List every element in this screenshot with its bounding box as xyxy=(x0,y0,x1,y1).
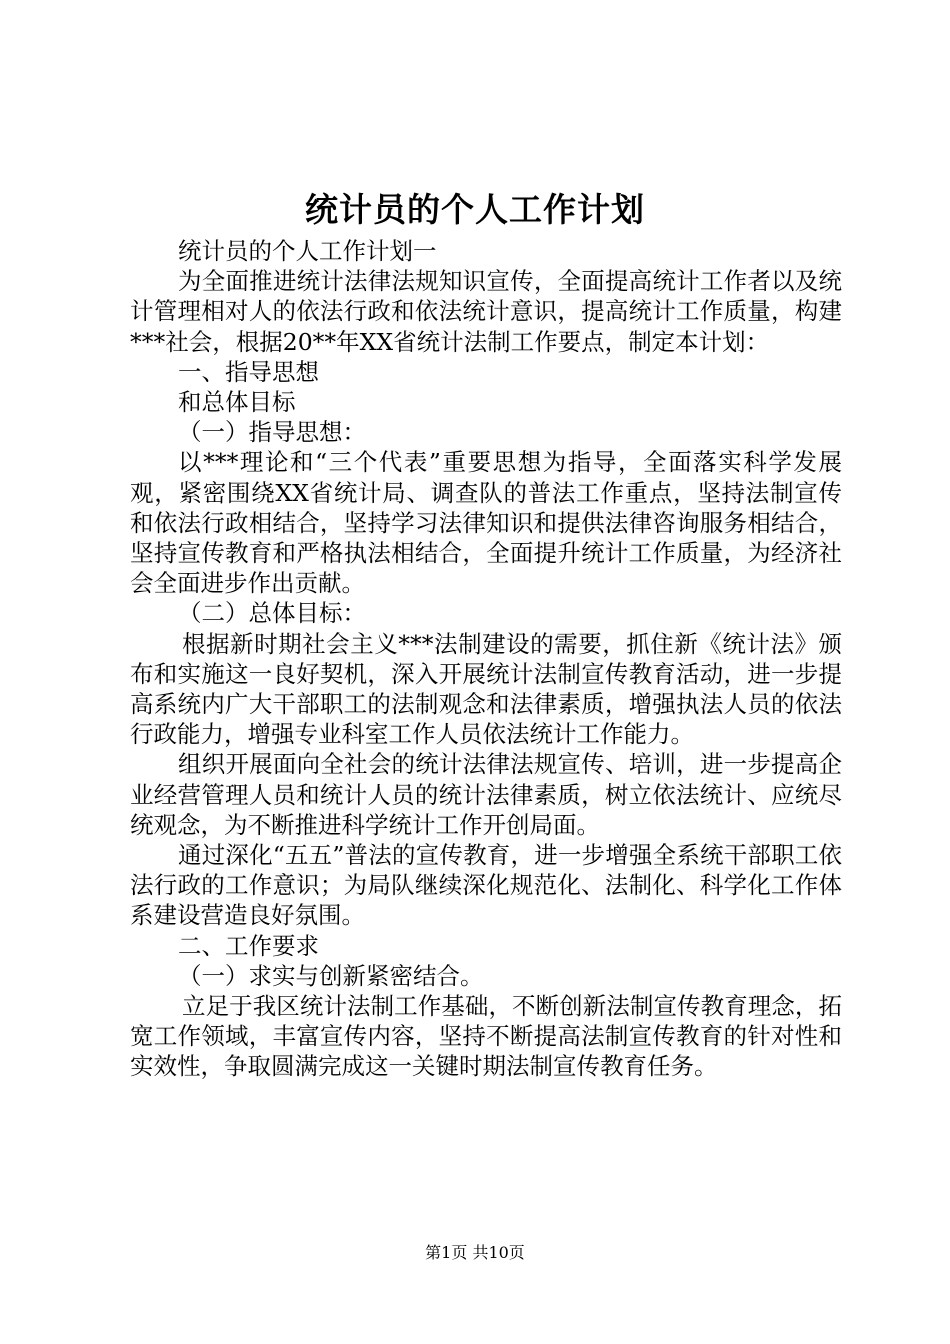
paragraph-training: 组织开展面向全社会的统计法律法规宣传、培训，进一步提高企业经营管理人员和统计人员的统计法律素质，树立依法统计、应统尽统观念，为不断推进科学统计工作开创局面。 xyxy=(130,750,842,839)
paragraph-plan-heading: 统计员的个人工作计划一 xyxy=(178,237,437,265)
section-heading-guiding: 一、指导思想 xyxy=(178,357,319,386)
paragraph-guiding-content: 以***理论和“三个代表”重要思想为指导，全面落实科学发展观，紧密围绕XX省统计局、调查队的普法工作重点，坚持法制宣传和依法行政相结合，坚持学习法律知识和提供法律咨询服务相结合，坚持宣传教育和严格执法相结合，全面提升统计工作质量，为经济社会全面进步作出贡献。 xyxy=(130,448,842,598)
subsection-heading-goals: （二）总体目标： xyxy=(178,599,366,628)
document-body xyxy=(130,236,842,1082)
paragraph-education: 通过深化“五五”普法的宣传教育，进一步增强全系统干部职工依法行政的工作意识；为局队继续深化规范化、法制化、科学化工作体系建设营造良好氛围。 xyxy=(130,841,842,930)
paragraph-intro: 为全面推进统计法律法规知识宣传，全面提高统计工作者以及统计管理相对人的依法行政和依法统计意识，提高统计工作质量，构建***社会，根据20**年XX省统计法制工作要点，制定本计划： xyxy=(130,267,842,356)
paragraph-innovation-content: 立足于我区统计法制工作基础，不断创新法制宣传教育理念，拓宽工作领域，丰富宣传内容，坚持不断提高法制宣传教育的针对性和实效性，争取圆满完成这一关键时期法制宣传教育任务。 xyxy=(130,992,842,1081)
section-heading-requirements: 二、工作要求 xyxy=(178,931,319,960)
page-footer: 第1页 共10页 xyxy=(425,1243,525,1262)
subsection-heading-innovation: （一）求实与创新紧密结合。 xyxy=(178,961,484,990)
subsection-heading-guiding: （一）指导思想： xyxy=(178,418,366,447)
section-heading-goals: 和总体目标 xyxy=(178,388,296,417)
paragraph-goals-content: 根据新时期社会主义***法制建设的需要，抓住新《统计法》颁布和实施这一良好契机，深入开展统计法制宣传教育活动，进一步提高系统内广大干部职工的法制观念和法律素质，增强执法人员的依法行政能力，增强专业科室工作人员依法统计工作能力。 xyxy=(130,629,842,749)
document-title: 统计员的个人工作计划 xyxy=(305,190,645,229)
